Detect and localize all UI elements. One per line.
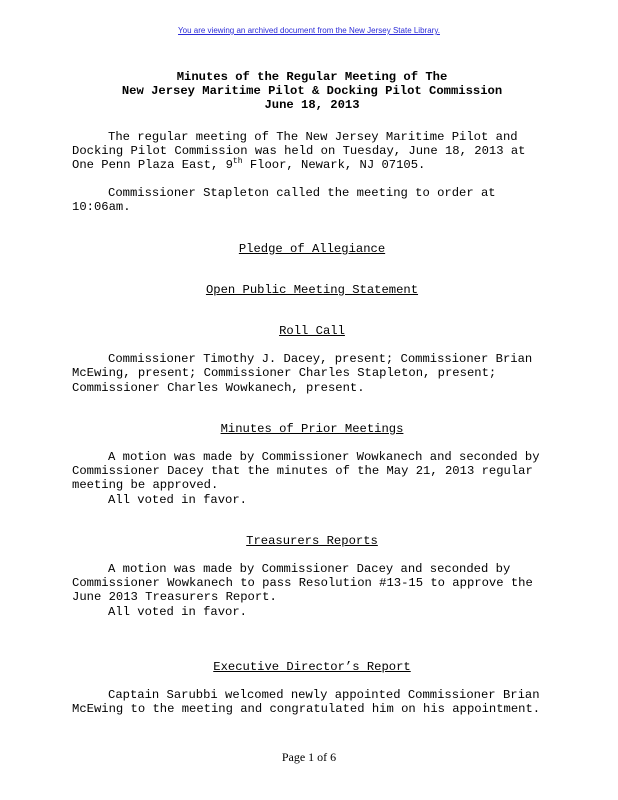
document-title [72,70,552,113]
document-page [72,70,552,716]
heading-roll-call: Roll Call [279,324,345,339]
minutes-paragraph: A motion was made by Commissioner Wowkanech and seconded by Commissioner Dacey that the minutes of the May 21, 2013 regular meeting be approved. [72,450,540,493]
heading-treasurers-reports: Treasurers Reports [246,533,378,548]
page-number: Page 1 of 6 [281,750,337,764]
executive-director-paragraph: Captain Sarubbi welcomed newly appointed Commissioner Brian McEwing to the meeting and congratulated him on his appointment. [72,688,541,717]
intro-paragraph [72,130,552,173]
title-line-2: New Jersey Maritime Pilot & Docking Pilot Commission [121,84,503,99]
title-line-1: Minutes of the Regular Meeting of The [176,70,448,84]
title-line-3: June 18, 2013 [264,98,360,113]
heading-pledge: Pledge of Allegiance [238,241,386,256]
heading-open-public-meeting: Open Public Meeting Statement [205,282,419,297]
intro-superscript: th [232,156,243,166]
treasurers-paragraph: A motion was made by Commissioner Dacey and seconded by Commissioner Wowkanech to pass Resolution #13-15 to approve the June 2013 Treasurers Report. [72,562,533,605]
call-to-order-paragraph: Commissioner Stapleton called the meeting to order at 10:06am. [72,186,496,215]
intro-text-a: The regular meeting of The New Jersey Maritime Pilot and Docking Pilot Commission was held on Tuesday, June 18, 2013 at One Penn Plaza East, 9 [72,129,526,173]
heading-minutes-prior-meetings: Minutes of Prior Meetings [220,421,404,436]
roll-call-paragraph: Commissioner Timothy J. Dacey, present; Commissioner Brian McEwing, present; Commissioner Charles Stapleton, present; Commissioner Charles Wowkanech, present. [72,352,533,395]
heading-executive-directors-report: Executive Director’s Report [213,659,411,674]
treasurers-vote: All voted in favor. [108,604,247,619]
minutes-vote: All voted in favor. [108,492,247,507]
intro-text-b: Floor, Newark, NJ 07105. [242,158,426,173]
archive-banner-link[interactable]: You are viewing an archived document from the New Jersey State Library. [178,26,440,35]
